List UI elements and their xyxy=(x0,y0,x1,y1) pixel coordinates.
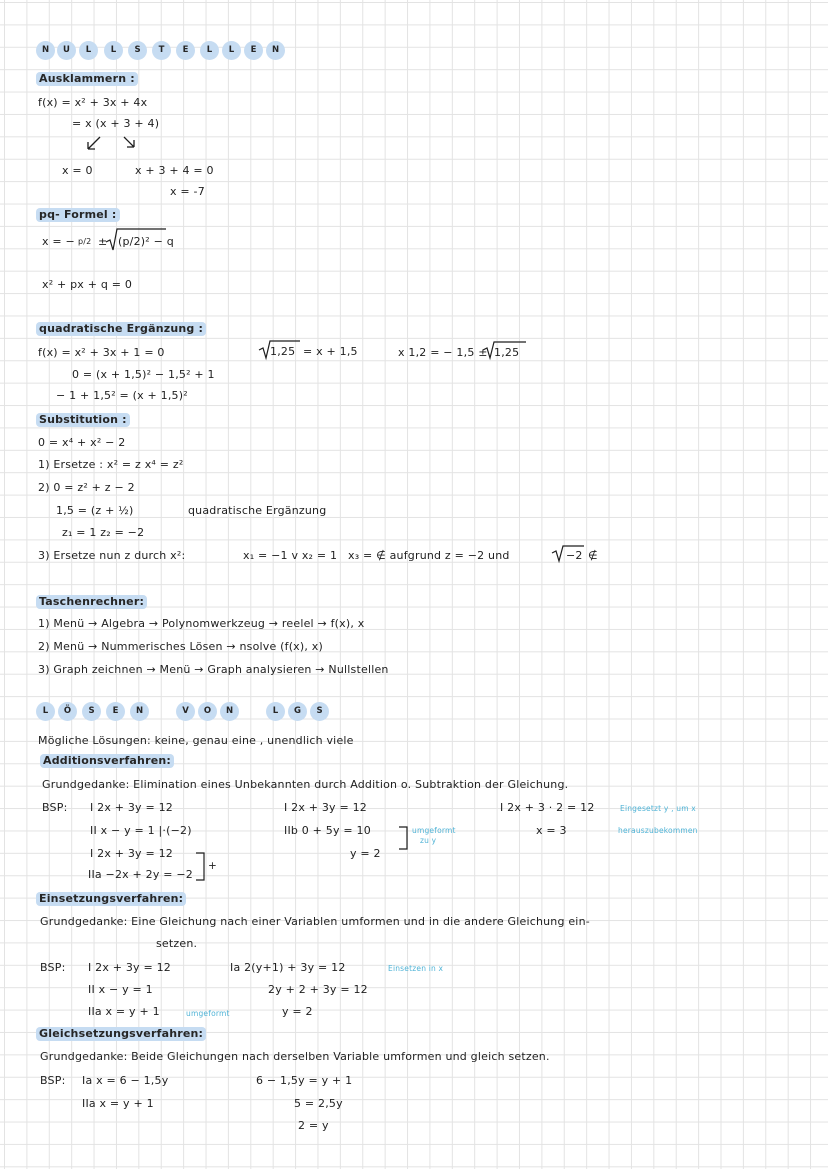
math-root-content: 1,25 xyxy=(270,345,296,358)
title-letter: L xyxy=(104,41,123,60)
math-line: 2y + 2 + 3y = 12 xyxy=(268,983,368,996)
math-line: 5 = 2,5y xyxy=(294,1097,343,1110)
annotation: umgeformt xyxy=(186,1009,230,1018)
math-line: I 2x + 3y = 12 xyxy=(88,961,171,974)
title-letter: G xyxy=(288,702,307,721)
math-line: 2) 0 = z² + z − 2 xyxy=(38,481,135,494)
math-line: x₃ = ∉ aufgrund z = −2 und xyxy=(348,549,510,562)
heading-gleichsetzungsverfahren: Gleichsetzungsverfahren: xyxy=(36,1027,206,1041)
math-line: 1) Ersetze : x² = z x⁴ = z² xyxy=(38,458,184,471)
text-line: 2) Menü → Nummerisches Lösen → nsolve (f(x), x) xyxy=(38,640,323,653)
title-letter: L xyxy=(222,41,241,60)
title-letter: L xyxy=(200,41,219,60)
title-letter: L xyxy=(266,702,285,721)
math-line: x = 3 xyxy=(536,824,567,837)
math-line: IIa −2x + 2y = −2 xyxy=(88,868,193,881)
title-letter: T xyxy=(152,41,171,60)
math-line: ∉ xyxy=(588,549,598,562)
title-letter: S xyxy=(310,702,329,721)
text-line: Grundgedanke: Elimination eines Unbekannten durch Addition o. Subtraktion der Gleichung. xyxy=(42,778,569,791)
math-line: + xyxy=(208,860,217,872)
title-letter: L xyxy=(36,702,55,721)
heading-taschenrechner: Taschenrechner: xyxy=(36,595,147,609)
text-line: 1) Menü → Algebra → Polynomwerkzeug → reelel → f(x), x xyxy=(38,617,365,630)
title-letter: E xyxy=(106,702,125,721)
title-letter: N xyxy=(220,702,239,721)
math-line: Ia 2(y+1) + 3y = 12 xyxy=(230,961,346,974)
math-line: IIb 0 + 5y = 10 xyxy=(284,824,371,837)
math-root-content: −2 xyxy=(566,549,583,562)
math-root-content: 1,25 xyxy=(494,346,520,359)
title-letter: U xyxy=(57,41,76,60)
annotation: umgeformt xyxy=(412,826,456,835)
math-line: I 2x + 3y = 12 xyxy=(284,801,367,814)
title-letter: N xyxy=(36,41,55,60)
bsp-label: BSP: xyxy=(40,961,66,974)
title-letter: N xyxy=(130,702,149,721)
math-line: 6 − 1,5y = y + 1 xyxy=(256,1074,353,1087)
math-line: IIa x = y + 1 xyxy=(88,1005,160,1018)
heading-pq-formel: pq- Formel : xyxy=(36,208,120,222)
math-line: = x + 1,5 xyxy=(303,345,358,358)
title-letter: O xyxy=(198,702,217,721)
math-line: x + 3 + 4 = 0 xyxy=(135,164,214,177)
title-letter: S xyxy=(82,702,101,721)
annotation: herauszubekommen xyxy=(618,826,698,835)
text-line: setzen. xyxy=(156,937,198,950)
title-letter: E xyxy=(244,41,263,60)
title-letter: V xyxy=(176,702,195,721)
math-line: 1,5 = (z + ½) xyxy=(56,504,134,517)
title-letter: S xyxy=(128,41,147,60)
math-line: − 1 + 1,5² = (x + 1,5)² xyxy=(56,389,188,402)
math-line: 2 = y xyxy=(298,1119,329,1132)
title-letter: E xyxy=(176,41,195,60)
math-line: z₁ = 1 z₂ = −2 xyxy=(62,526,145,539)
math-line: I 2x + 3y = 12 xyxy=(90,847,173,860)
text-line: Grundgedanke: Beide Gleichungen nach derselben Variable umformen und gleich setzen. xyxy=(40,1050,550,1063)
bsp-label: BSP: xyxy=(42,801,68,814)
math-line: x = 0 xyxy=(62,164,93,177)
math-line: x² + px + q = 0 xyxy=(42,278,133,291)
math-line: 0 = x⁴ + x² − 2 xyxy=(38,436,126,449)
heading-additionsverfahren: Additionsverfahren: xyxy=(40,754,174,768)
math-line: x = − xyxy=(42,235,75,248)
annotation: zu y xyxy=(420,836,437,845)
math-line: IIa x = y + 1 xyxy=(82,1097,154,1110)
math-line: x 1,2 = − 1,5 ± xyxy=(398,346,488,359)
math-line: y = 2 xyxy=(282,1005,313,1018)
annotation: Eingesetzt y , um x xyxy=(620,804,696,813)
math-line: x₁ = −1 v x₂ = 1 xyxy=(243,549,338,562)
bsp-label: BSP: xyxy=(40,1074,66,1087)
text-line: 3) Graph zeichnen → Menü → Graph analysieren → Nullstellen xyxy=(38,663,389,676)
title-letter: Ö xyxy=(58,702,77,721)
math-line: x = -7 xyxy=(170,185,205,198)
math-line: I 2x + 3y = 12 xyxy=(90,801,173,814)
math-line: quadratische Ergänzung xyxy=(188,504,327,517)
math-line: II x − y = 1 xyxy=(88,983,153,996)
math-line: Ia x = 6 − 1,5y xyxy=(82,1074,169,1087)
math-line: y = 2 xyxy=(350,847,381,860)
heading-quadratische-ergaenzung: quadratische Ergänzung : xyxy=(36,322,206,336)
annotation: Einsetzen in x xyxy=(388,964,444,973)
math-line: I 2x + 3 · 2 = 12 xyxy=(500,801,595,814)
heading-ausklammern: Ausklammern : xyxy=(36,72,138,86)
title-letter: L xyxy=(79,41,98,60)
math-line: f(x) = x² + 3x + 4x xyxy=(38,96,148,109)
math-line: 3) Ersetze nun z durch x²: xyxy=(38,549,186,562)
title-letter: N xyxy=(266,41,285,60)
text-line: Mögliche Lösungen: keine, genau eine , unendlich viele xyxy=(38,734,354,747)
math-root-content: (p/2)² − q xyxy=(118,235,174,248)
math-line: 0 = (x + 1,5)² − 1,5² + 1 xyxy=(72,368,215,381)
math-line: II x − y = 1 |·(−2) xyxy=(90,824,192,837)
math-line: ± xyxy=(98,235,108,248)
math-line: f(x) = x² + 3x + 1 = 0 xyxy=(38,346,165,359)
text-line: Grundgedanke: Eine Gleichung nach einer Variablen umformen und in die andere Gleichung ein- xyxy=(40,915,590,928)
heading-substitution: Substitution : xyxy=(36,413,130,427)
math-fraction: p/2 xyxy=(78,237,92,246)
math-line: = x (x + 3 + 4) xyxy=(72,117,160,130)
heading-einsetzungsverfahren: Einsetzungsverfahren: xyxy=(36,892,186,906)
